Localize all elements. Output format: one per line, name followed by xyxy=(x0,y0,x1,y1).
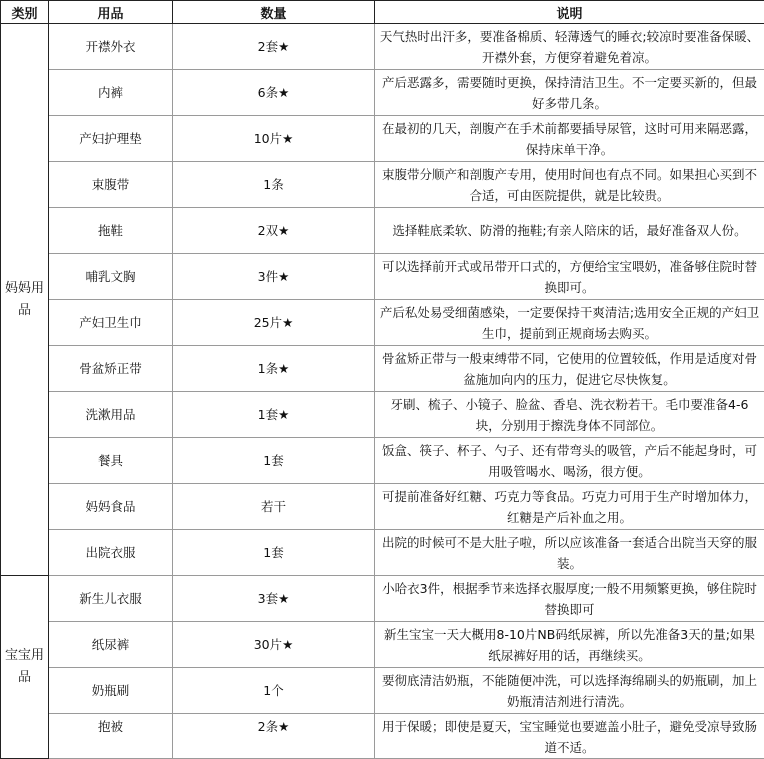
item-name: 餐具 xyxy=(49,438,173,484)
table-row xyxy=(1,530,764,576)
item-name: 开襟外衣 xyxy=(49,24,173,70)
item-note: 要彻底清洁奶瓶，不能随便冲洗，可以选择海绵刷头的奶瓶刷，加上奶瓶清洁剂进行清洗。 xyxy=(375,668,764,714)
item-quantity: 10片★ xyxy=(173,116,375,162)
item-name: 奶瓶刷 xyxy=(49,668,173,714)
table-row xyxy=(1,484,764,530)
table-row xyxy=(1,668,764,714)
item-quantity: 1套★ xyxy=(173,392,375,438)
item-quantity: 1套 xyxy=(173,530,375,576)
table-row xyxy=(1,208,764,254)
item-note: 出院的时候可不是大肚子啦，所以应该准备一套适合出院当天穿的服装。 xyxy=(375,530,764,576)
item-name: 内裤 xyxy=(49,70,173,116)
item-name: 哺乳文胸 xyxy=(49,254,173,300)
item-name: 新生儿衣服 xyxy=(49,576,173,622)
item-note: 骨盆矫正带与一般束缚带不同，它使用的位置较低，作用是适度对骨盆施加向内的压力，促进它尽快恢复。 xyxy=(375,346,764,392)
table-row xyxy=(1,300,764,346)
item-note: 选择鞋底柔软、防滑的拖鞋;有亲人陪床的话，最好准备双人份。 xyxy=(375,208,764,254)
item-quantity: 3件★ xyxy=(173,254,375,300)
item-note: 产后私处易受细菌感染，一定要保持干爽清洁;选用安全正规的产妇卫生巾，提前到正规商场去购买。 xyxy=(375,300,764,346)
item-note: 可提前准备好红糖、巧克力等食品。巧克力可用于生产时增加体力，红糖是产后补血之用。 xyxy=(375,484,764,530)
header-quantity: 数量 xyxy=(173,1,375,24)
table-row xyxy=(1,438,764,484)
table-row xyxy=(1,576,764,622)
category-baby: 宝宝用品 xyxy=(1,576,49,759)
header-item: 用品 xyxy=(49,1,173,24)
item-note: 在最初的几天，剖腹产在手术前都要插导尿管，这时可用来隔恶露，保持床单干净。 xyxy=(375,116,764,162)
table-row xyxy=(1,70,764,116)
item-note: 可以选择前开式或吊带开口式的，方便给宝宝喂奶，准备够住院时替换即可。 xyxy=(375,254,764,300)
table-row xyxy=(1,622,764,668)
item-quantity: 1个 xyxy=(173,668,375,714)
item-name: 洗漱用品 xyxy=(49,392,173,438)
item-name: 束腹带 xyxy=(49,162,173,208)
item-name: 妈妈食品 xyxy=(49,484,173,530)
item-note: 小哈衣3件，根据季节来选择衣服厚度;一般不用频繁更换，够住院时替换即可 xyxy=(375,576,764,622)
header-note: 说明 xyxy=(375,1,764,24)
item-quantity: 30片★ xyxy=(173,622,375,668)
table-header-row xyxy=(1,1,764,24)
item-quantity: 若干 xyxy=(173,484,375,530)
item-note: 产后恶露多，需要随时更换，保持清洁卫生。不一定要买新的，但最好多带几条。 xyxy=(375,70,764,116)
table-row xyxy=(1,254,764,300)
item-note: 新生宝宝一天大概用8-10片NB码纸尿裤，所以先准备3天的量;如果纸尿裤好用的话，再继续买。 xyxy=(375,622,764,668)
table-row xyxy=(1,392,764,438)
item-name: 纸尿裤 xyxy=(49,622,173,668)
item-name: 抱被 xyxy=(49,714,173,759)
category-mom: 妈妈用品 xyxy=(1,24,49,576)
table-row xyxy=(1,24,764,70)
item-quantity: 3套★ xyxy=(173,576,375,622)
table-row xyxy=(1,116,764,162)
header-category: 类别 xyxy=(1,1,49,24)
item-note: 饭盒、筷子、杯子、勺子、还有带弯头的吸管，产后不能起身时，可用吸管喝水、喝汤，很方便。 xyxy=(375,438,764,484)
item-note: 束腹带分顺产和剖腹产专用，使用时间也有点不同。如果担心买到不合适，可由医院提供，就是比较贵。 xyxy=(375,162,764,208)
item-quantity: 1套 xyxy=(173,438,375,484)
item-name: 拖鞋 xyxy=(49,208,173,254)
item-quantity: 1条★ xyxy=(173,346,375,392)
item-name: 出院衣服 xyxy=(49,530,173,576)
item-quantity: 6条★ xyxy=(173,70,375,116)
item-name: 产妇卫生巾 xyxy=(49,300,173,346)
item-name: 骨盆矫正带 xyxy=(49,346,173,392)
table-row xyxy=(1,346,764,392)
item-note: 天气热时出汗多，要准备棉质、轻薄透气的睡衣;较凉时要准备保暖、开襟外套，方便穿着避免着凉。 xyxy=(375,24,764,70)
item-quantity: 25片★ xyxy=(173,300,375,346)
item-quantity: 2套★ xyxy=(173,24,375,70)
item-note: 用于保暖；即使是夏天，宝宝睡觉也要遮盖小肚子，避免受凉导致肠道不适。 xyxy=(375,714,764,759)
item-note: 牙刷、梳子、小镜子、脸盆、香皂、洗衣粉若干。毛巾要准备4-6块，分别用于擦洗身体不同部位。 xyxy=(375,392,764,438)
table-row xyxy=(1,162,764,208)
item-quantity: 2双★ xyxy=(173,208,375,254)
item-quantity: 2条★ xyxy=(173,714,375,759)
item-name: 产妇护理垫 xyxy=(49,116,173,162)
item-quantity: 1条 xyxy=(173,162,375,208)
